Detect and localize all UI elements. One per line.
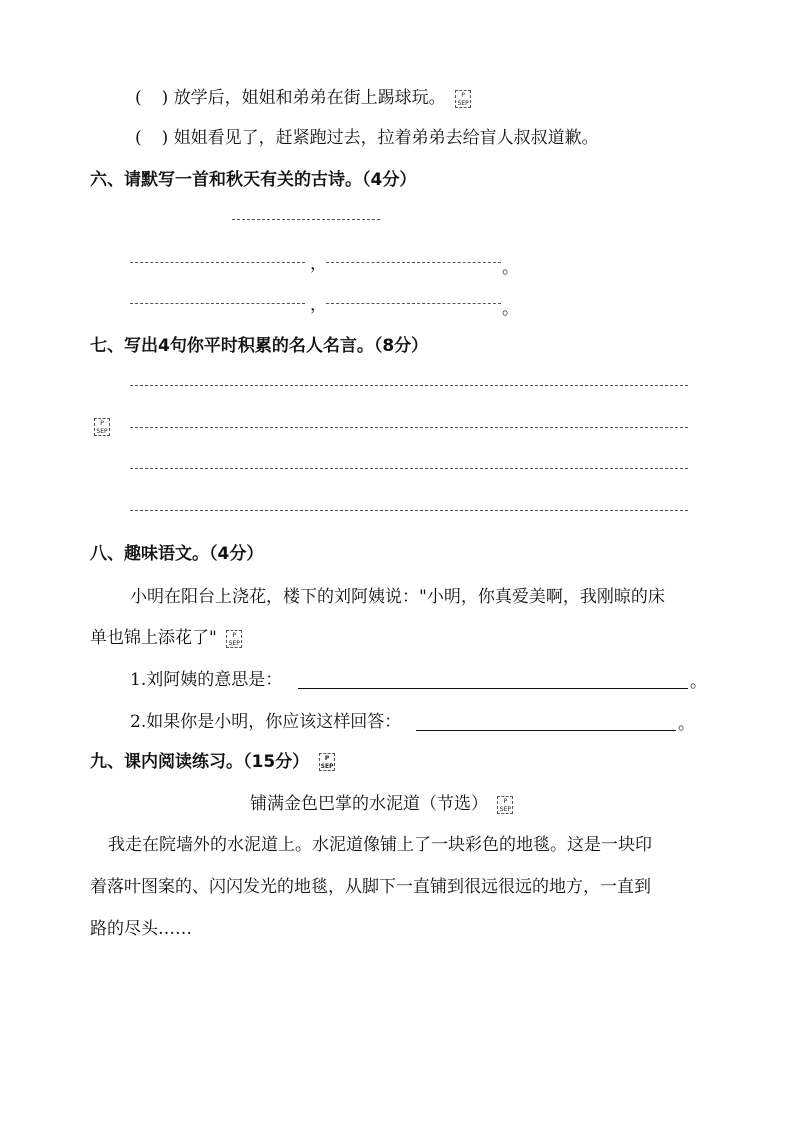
answer-1-period: 。: [690, 672, 707, 692]
section-7-heading: 七、写出4句你平时积累的名人名言。（8分）: [90, 336, 429, 356]
answer-2-period: 。: [678, 714, 695, 734]
passage-title: 铺满金色巴掌的水泥道（节选） P SEP: [250, 792, 513, 816]
reading-para-line-2: 着落叶图案的、闪闪发光的地毯，从脚下一直铺到很远很远的地方，一直到: [90, 877, 651, 897]
poem-period-1: 。: [502, 258, 519, 278]
poem-line-1-blank-b[interactable]: [326, 262, 501, 263]
section-8-heading: 八、趣味语文。（4分）: [90, 544, 264, 564]
quote-blank-3[interactable]: [130, 468, 688, 469]
poem-comma-1: ，: [310, 254, 327, 274]
sep-marker-icon: P SEP: [455, 90, 471, 108]
sentence-order-line-2: [135, 126, 599, 150]
paren-open: (: [135, 128, 142, 148]
sentence-text: 放学后，姐姐和弟弟在街上踢球玩。: [173, 88, 446, 108]
answer-2-blank[interactable]: [416, 730, 676, 731]
poem-period-2: 。: [502, 299, 519, 319]
sep-marker-icon: P SEP: [94, 418, 110, 436]
sep-marker-icon: P SEP: [497, 796, 513, 814]
question-2-label: 2.如果你是小明，你应该这样回答：: [130, 712, 402, 732]
poem-line-2-blank-a[interactable]: [130, 303, 305, 304]
passage-line-1: 小明在阳台上浇花，楼下的刘阿姨说："小明，你真爱美啊，我刚晾的床: [130, 587, 665, 607]
reading-para-line-3: 路的尽头……: [90, 919, 192, 939]
paren-close: ): [161, 128, 169, 148]
poem-title-blank[interactable]: [232, 219, 380, 220]
sentence-text: 姐姐看见了，赶紧跑过去，拉着弟弟去给盲人叔叔道歉。: [173, 128, 599, 148]
answer-1-blank[interactable]: [298, 688, 688, 689]
sep-marker-icon: P SEP: [320, 755, 334, 770]
paren-close: ): [161, 88, 169, 108]
quote-blank-4[interactable]: [130, 510, 688, 511]
paren-open: (: [135, 88, 142, 108]
poem-comma-2: ，: [310, 295, 327, 315]
section-9-heading: 九、课内阅读练习。（15分） P SEP: [90, 752, 334, 772]
poem-line-1-blank-a[interactable]: [130, 262, 305, 263]
quote-blank-2[interactable]: [130, 427, 688, 428]
sep-marker-icon: P SEP: [226, 630, 242, 648]
passage-line-2: 单也锦上添花了" P SEP: [90, 626, 242, 650]
reading-para-line-1: 我走在院墙外的水泥道上。水泥道像铺上了一块彩色的地毯。这是一块印: [108, 835, 652, 855]
question-1-label: 1.刘阿姨的意思是：: [130, 670, 283, 690]
sentence-order-line-1: [135, 86, 471, 110]
quote-blank-1[interactable]: [130, 385, 688, 386]
section-6-heading: 六、请默写一首和秋天有关的古诗。（4分）: [90, 170, 417, 190]
poem-line-2-blank-b[interactable]: [326, 303, 501, 304]
